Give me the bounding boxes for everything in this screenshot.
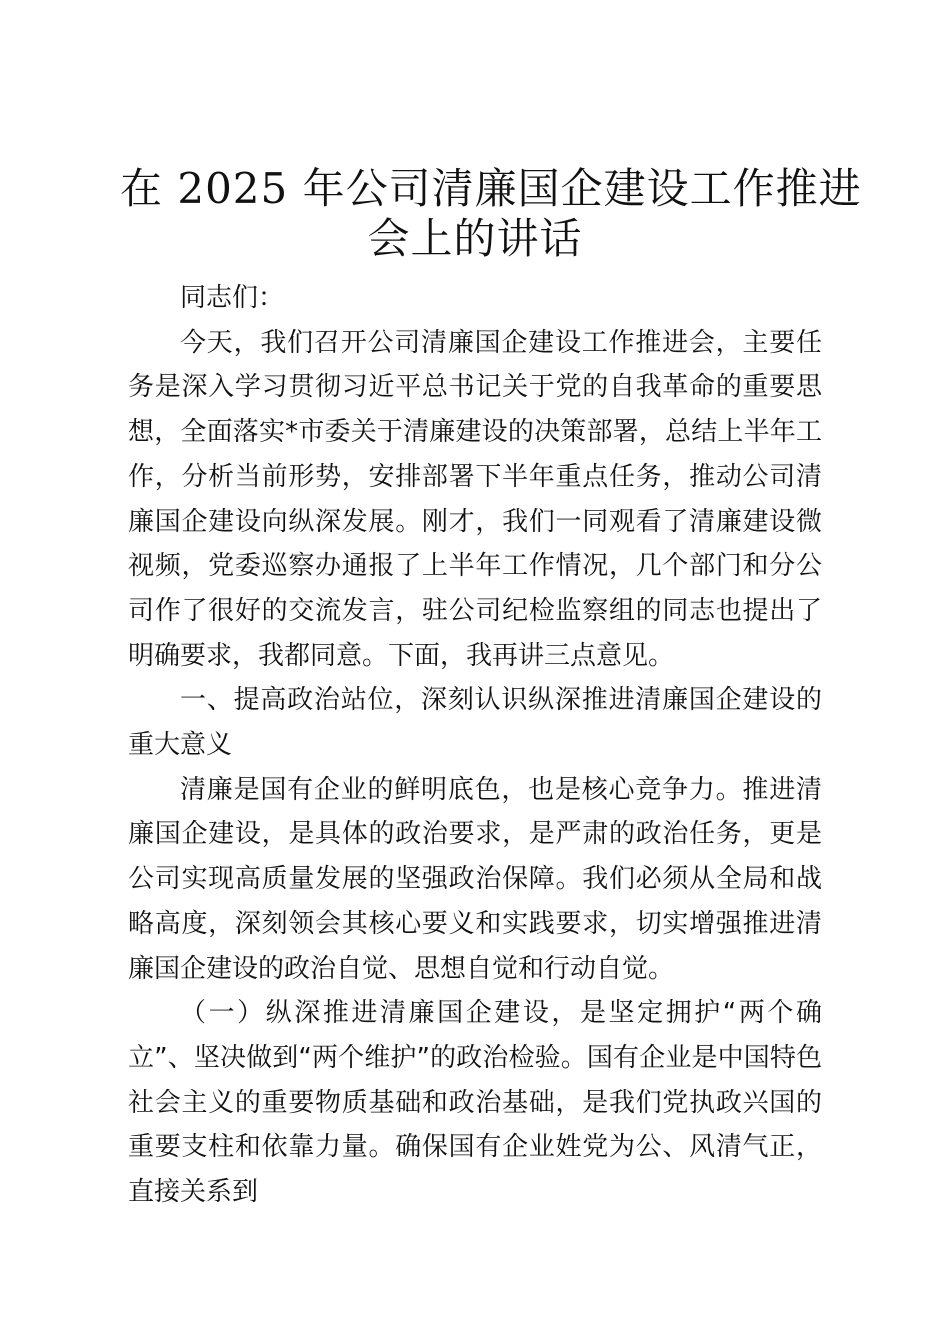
- paragraph-subsection-1: （一）纵深推进清廉国企建设，是坚定拥护“两个确立”、坚决做到“两个维护”的政治检验。国有企业是中国特色社会主义的重要物质基础和政治基础，是我们党执政兴国的重要支柱和依靠力量。确保国有企业姓党为公、风清气正，直接关系到: [128, 998, 822, 1208]
- greeting: 同志们：: [180, 283, 285, 313]
- paragraph-intro: 今天，我们召开公司清廉国企建设工作推进会，主要任务是深入学习贯彻习近平总书记关于党的自我革命的重要思想，全面落实*市委关于清廉建设的决策部署，总结上半年工作，分析当前形势，安排部署下半年重点任务，推动公司清廉国企建设向纵深发展。刚才，我们一同观看了清廉建设微视频，党委巡察办通报了上半年工作情况，几个部门和分公司作了很好的交流发言，驻公司纪检监察组的同志也提出了明确要求，我都同意。下面，我再讲三点意见。: [128, 327, 822, 671]
- section-heading-1: 一、提高政治站位，深刻认识纵深推进清廉国企建设的重大意义: [128, 685, 822, 761]
- document-body: [128, 276, 822, 1215]
- title-line-2: 会上的讲话: [367, 214, 583, 263]
- document-title: [120, 164, 862, 264]
- paragraph-section-1: 清廉是国有企业的鲜明底色，也是核心竞争力。推进清廉国企建设，是具体的政治要求，是严肃的政治任务，更是公司实现高质量发展的坚强政治保障。我们必须从全局和战略高度，深刻领会其核心要义和实践要求，切实增强推进清廉国企建设的政治自觉、思想自觉和行动自觉。: [128, 774, 822, 984]
- title-line-1: 在 2025 年公司清廉国企建设工作推进: [120, 164, 862, 213]
